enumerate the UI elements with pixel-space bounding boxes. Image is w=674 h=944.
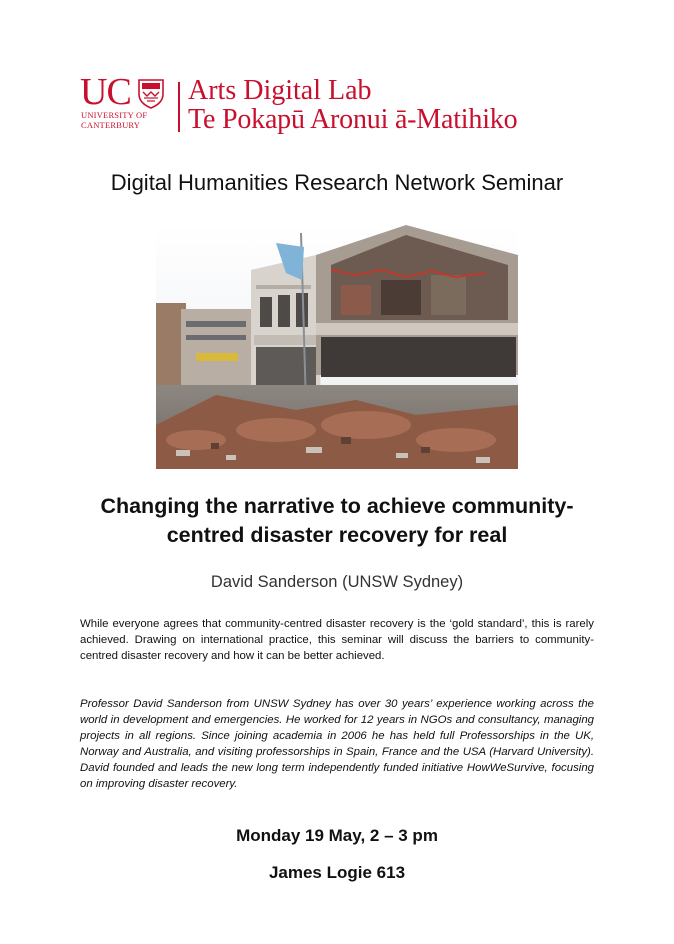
header-divider xyxy=(178,82,180,132)
lab-name-maori: Te Pokapū Aronui ā-Matihiko xyxy=(188,104,518,135)
university-name: UNIVERSITY OF CANTERBURY xyxy=(81,110,148,130)
uc-logo xyxy=(80,71,175,134)
header xyxy=(80,71,600,136)
lab-name: Arts Digital Lab xyxy=(188,75,372,106)
event-date-time: Monday 19 May, 2 – 3 pm xyxy=(236,826,438,845)
speaker-bio-paragraph: Professor David Sanderson from UNSW Sydney has over 30 years’ experience working across the world in development and emergencies. He worked for 12 years in NGOs and consultancy, managing projects in all regions. Since joining academia in 2006 he has held full Professorships in the UK, Norway and Australia, and visiting professorships in Spain, France and the USA (Harvard University). David founded and leads the new long term independently funded initiative HowWeSurvive, focusing on improving disaster recovery. xyxy=(80,698,594,790)
abstract-paragraph: While everyone agrees that community-centred disaster recovery is the ‘gold standard’, this is rarely achieved. Drawing on international practice, this seminar will discuss the barriers to community-centred disaster recovery and how it can be better achieved. xyxy=(80,618,594,662)
event-location: James Logie 613 xyxy=(268,863,406,882)
talk-title: Changing the narrative to achieve community- centred disaster recovery for real xyxy=(100,494,574,547)
speaker-name: David Sanderson (UNSW Sydney) xyxy=(210,573,464,591)
uc-letters: UC xyxy=(80,71,131,113)
earthquake-photo xyxy=(156,225,518,469)
crest-icon xyxy=(138,79,164,109)
seminar-series-title: Digital Humanities Research Network Seminar xyxy=(110,170,564,195)
